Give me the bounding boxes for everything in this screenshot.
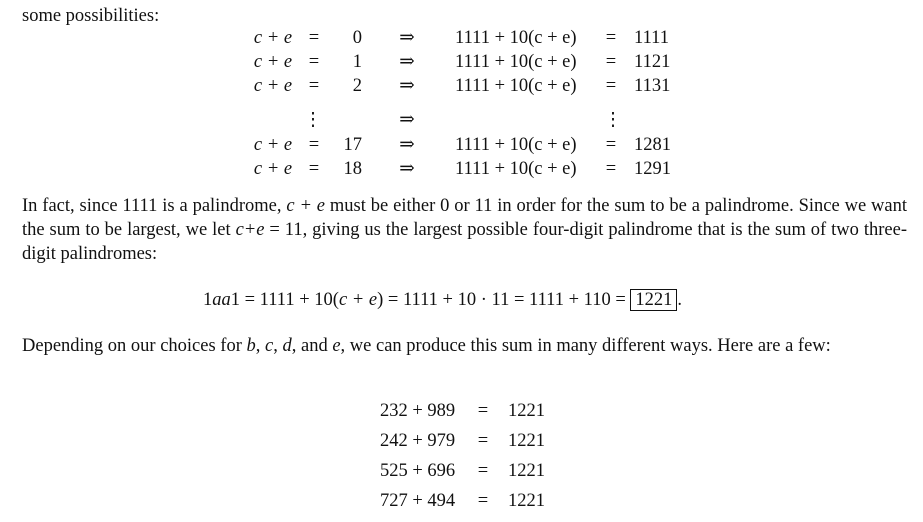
equation-period: . (677, 290, 682, 310)
equals-sign: = (477, 491, 489, 511)
example-result: 1221 (508, 461, 545, 481)
equals-sign: = (308, 159, 320, 179)
equation-part: ) = 1111 + 10 · 11 = 1111 + 110 = (377, 290, 631, 310)
implies-arrow: ⇒ (399, 28, 415, 48)
implies-arrow: ⇒ (399, 76, 415, 96)
sum-expression: 1111 + 10(c + e) (455, 52, 577, 72)
sum-expression: 1111 + 10(c + e) (455, 135, 577, 155)
lhs-expression: c + e (253, 76, 293, 96)
sum-value: 1 (352, 52, 362, 72)
sum-expression: 1111 + 10(c + e) (455, 76, 577, 96)
equals-sign: = (605, 76, 617, 96)
paragraph-text: must be either 0 or 11 in order for the sum to be a palindrome. Since we want the sum to be largest, we let (22, 196, 908, 240)
math-c-plus-e: c + e (286, 196, 326, 216)
sum-value: 0 (352, 28, 362, 48)
equation-variable: c + e (338, 290, 378, 310)
example-result: 1221 (508, 491, 545, 511)
lhs-expression: c + e (253, 52, 293, 72)
paragraph-palindrome-reasoning (22, 194, 907, 266)
paragraph-choices (22, 334, 907, 358)
equals-sign: = (605, 28, 617, 48)
paragraph-text: , and (291, 336, 333, 356)
paragraph-text: In fact, since 1111 is a palindrome, (22, 196, 287, 216)
variable-e: e (332, 336, 341, 356)
sum-expression: 1111 + 10(c + e) (455, 159, 577, 179)
equals-sign: = (605, 135, 617, 155)
paragraph-text: , we can produce this sum in many different ways. Here are a few: (340, 336, 831, 356)
equals-sign: = (308, 28, 320, 48)
equation-part: 1 (203, 290, 213, 310)
equals-sign: = (605, 52, 617, 72)
implies-arrow: ⇒ (399, 135, 415, 155)
equals-sign: = (477, 401, 489, 421)
lhs-expression: c + e (253, 135, 293, 155)
example-sum: 232 + 989 (380, 401, 456, 421)
equals-sign: = (308, 135, 320, 155)
example-sum: 242 + 979 (380, 431, 456, 451)
variable-c: c (265, 336, 274, 356)
vertical-ellipsis: ⋮ (603, 110, 623, 130)
variable-d: d (282, 336, 292, 356)
paragraph-text: Depending on our choices for (22, 336, 247, 356)
vertical-ellipsis: ⋮ (303, 110, 323, 130)
paragraph-text: , (255, 336, 266, 356)
result-value: 1131 (634, 76, 671, 96)
equation-variable: aa (212, 290, 231, 310)
variable-b: b (246, 336, 256, 356)
example-result: 1221 (508, 401, 545, 421)
result-value: 1111 (634, 28, 669, 48)
sum-value: 18 (343, 159, 362, 179)
display-equation (203, 288, 682, 312)
equals-sign: = (308, 76, 320, 96)
equals-sign: = (477, 431, 489, 451)
result-value: 1291 (634, 159, 671, 179)
boxed-answer: 1221 (630, 289, 677, 311)
lhs-expression: c + e (253, 159, 293, 179)
implies-arrow: ⇒ (399, 52, 415, 72)
sum-value: 17 (343, 135, 362, 155)
implies-arrow: ⇒ (399, 159, 415, 179)
paragraph-text: , (273, 336, 283, 356)
math-c-plus-e: c+e (235, 220, 265, 240)
paragraph-text: = 11, giving us the largest possible four-digit palindrome that is the sum of two three-digit palindromes: (22, 220, 907, 264)
example-sum: 525 + 696 (380, 461, 456, 481)
example-result: 1221 (508, 431, 545, 451)
result-value: 1121 (634, 52, 671, 72)
result-value: 1281 (634, 135, 671, 155)
implies-arrow: ⇒ (399, 110, 415, 130)
equals-sign: = (477, 461, 489, 481)
intro-text: some possibilities: (22, 6, 160, 26)
sum-expression-text: 1111 + 10(c + e) (455, 28, 577, 48)
equals-sign: = (605, 159, 617, 179)
example-sum: 727 + 494 (380, 491, 456, 511)
equation-part: 1 = 1111 + 10( (230, 290, 339, 310)
lhs-expression: c + e (253, 28, 293, 48)
sum-value: 2 (352, 76, 362, 96)
equals-sign: = (308, 52, 320, 72)
sum-expression (455, 26, 595, 50)
